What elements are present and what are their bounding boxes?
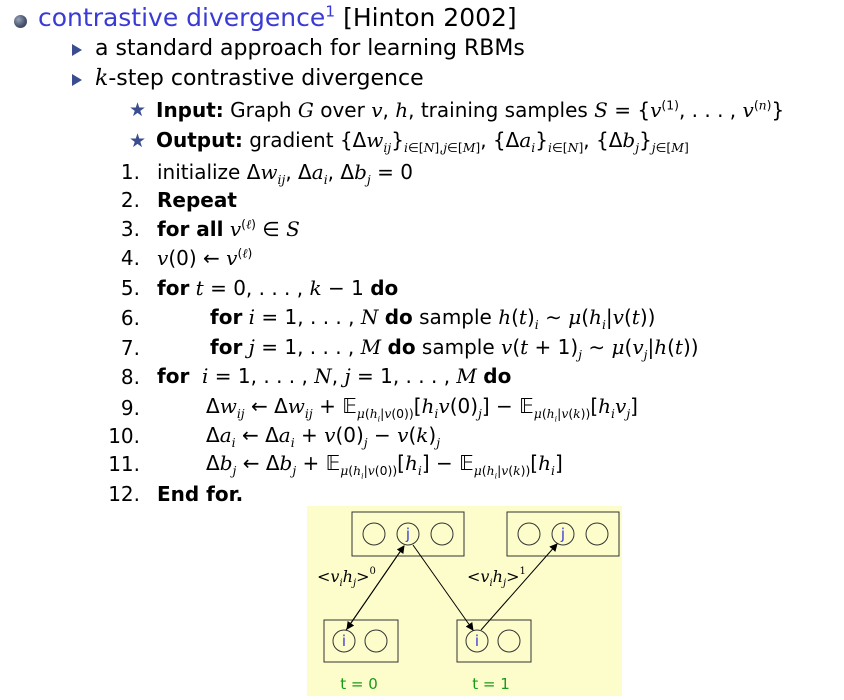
step-8-keyword: for: [157, 364, 190, 388]
step-9: $\Delta w_{ij}$ ← $\Delta w_{ij}$ + $𝔼_{\mu(h_i|v(0))}[h_iv(0)_j]$ − $𝔼_{\mu(h_i|v(k))}[h_iv_j]$: [206, 394, 638, 424]
step-2-text: Repeat: [157, 188, 237, 212]
hidden-j-label: j: [560, 525, 566, 543]
star-bullet-icon: ★: [129, 99, 147, 121]
step-number: 9.: [120, 396, 140, 420]
heading-citation: [Hinton 2002]: [343, 3, 517, 32]
step-number: 6.: [120, 306, 140, 330]
step-8: for i = 1, . . . , N, j = 1, . . . , M do: [157, 364, 512, 388]
hidden-j-label: j: [405, 525, 411, 543]
triangle-bullet-icon: [72, 74, 82, 86]
visible-i-label: i: [341, 632, 347, 650]
heading-footnote: 1: [325, 2, 336, 21]
step-7-text: sample: [421, 335, 495, 359]
step-10: $\Delta a_i$ ← $\Delta a_i + v(0)_j - v(k)_j$: [206, 423, 441, 450]
step-6-keyword: for: [210, 305, 243, 329]
step-6-keyword-do: do: [384, 305, 413, 329]
arrow-h0-to-v1: [413, 545, 473, 630]
step-number: 7.: [120, 336, 140, 360]
step-2: [157, 188, 237, 212]
step-number: 1.: [120, 160, 140, 184]
step-number: 12.: [108, 482, 140, 506]
step-1: initialize $\Delta w_{ij}$, $\Delta a_i$, $\Delta b_j = 0$: [157, 160, 413, 187]
hidden-unit: [431, 523, 453, 545]
bullet-dot-icon: [14, 15, 27, 28]
step-number: 11.: [108, 452, 140, 476]
output-line: Output: gradient $\{\Delta w_{ij}\}_{i\in[N],j\in[M]}$, $\{\Delta a_i\}_{i\in[N]}$, $\{\Delta b_j\}_{j\in[M]}$: [156, 128, 689, 155]
triangle-bullet-icon: [72, 44, 82, 56]
step-number: 4.: [120, 246, 140, 270]
step-6-text: sample: [419, 305, 492, 329]
step-12: [157, 482, 243, 506]
step-number: 3.: [120, 217, 140, 241]
step-3: for all $v^{(\ell)}$ ∈ S: [157, 216, 300, 241]
input-label: Input:: [156, 98, 224, 122]
visible-i-label: i: [474, 632, 480, 650]
time-label-t1: t = 1: [472, 675, 510, 693]
step-12-text: End for.: [157, 482, 244, 506]
step-7: for j = 1, . . . , M do sample $v(t + 1)_j$ ∼ $\mu(v_j|h(t))$: [210, 335, 699, 362]
kstep-text: -step contrastive divergence: [108, 66, 424, 91]
step-11: $\Delta b_j$ ← $\Delta b_j$ + $𝔼_{\mu(h_i|v(0))}[h_i]$ − $𝔼_{\mu(h_i|v(k))}[h_i]$: [206, 451, 563, 481]
step-6: for i = 1, . . . , N do sample $h(t)_i$ ∼ $\mu(h_i|v(t))$: [210, 305, 656, 332]
step-7-keyword-do: do: [387, 335, 416, 359]
output-label: Output:: [156, 128, 243, 152]
visible-unit: [498, 630, 520, 652]
heading-term: contrastive divergence: [38, 3, 326, 32]
step-4: v(0) ← $v^{(\ell)}$: [157, 245, 253, 270]
kstep-variable: k: [95, 66, 109, 91]
step-number: 2.: [120, 188, 140, 212]
step-1-text: initialize: [157, 160, 241, 184]
rbm-gibbs-diagram: [307, 506, 622, 696]
hidden-unit: [363, 523, 385, 545]
hidden-unit: [586, 523, 608, 545]
corr-label-t0: $<v_ih_j>^0$: [317, 566, 376, 589]
bullet-standard-approach: a standard approach for learning RBMs: [95, 36, 525, 61]
output-text: gradient: [249, 128, 334, 152]
step-5-keyword-do: do: [370, 276, 399, 300]
step-7-keyword: for: [210, 335, 243, 359]
rbm-diagram-svg: [307, 506, 622, 696]
slide-heading: [38, 3, 517, 32]
step-number: 5.: [120, 276, 140, 300]
step-3-keyword: for all: [157, 217, 224, 241]
visible-unit: [365, 630, 387, 652]
corr-label-t1: $<v_ih_j>^1$: [467, 566, 526, 589]
step-number: 8.: [120, 365, 140, 389]
time-label-t0: t = 0: [340, 675, 378, 693]
step-5: for t = 0, . . . , k − 1 do: [157, 276, 399, 300]
bullet-kstep: [95, 66, 424, 91]
step-5-keyword: for: [157, 276, 190, 300]
input-line: Input: Graph G over v, h, training samples $S = \{v^{(1)}$, . . . , $v^{(n)}$}: [156, 97, 785, 122]
step-number: 10.: [108, 424, 140, 448]
star-bullet-icon: ★: [129, 130, 147, 152]
input-text: Graph: [230, 98, 292, 122]
step-8-keyword-do: do: [483, 364, 512, 388]
hidden-unit: [518, 523, 540, 545]
